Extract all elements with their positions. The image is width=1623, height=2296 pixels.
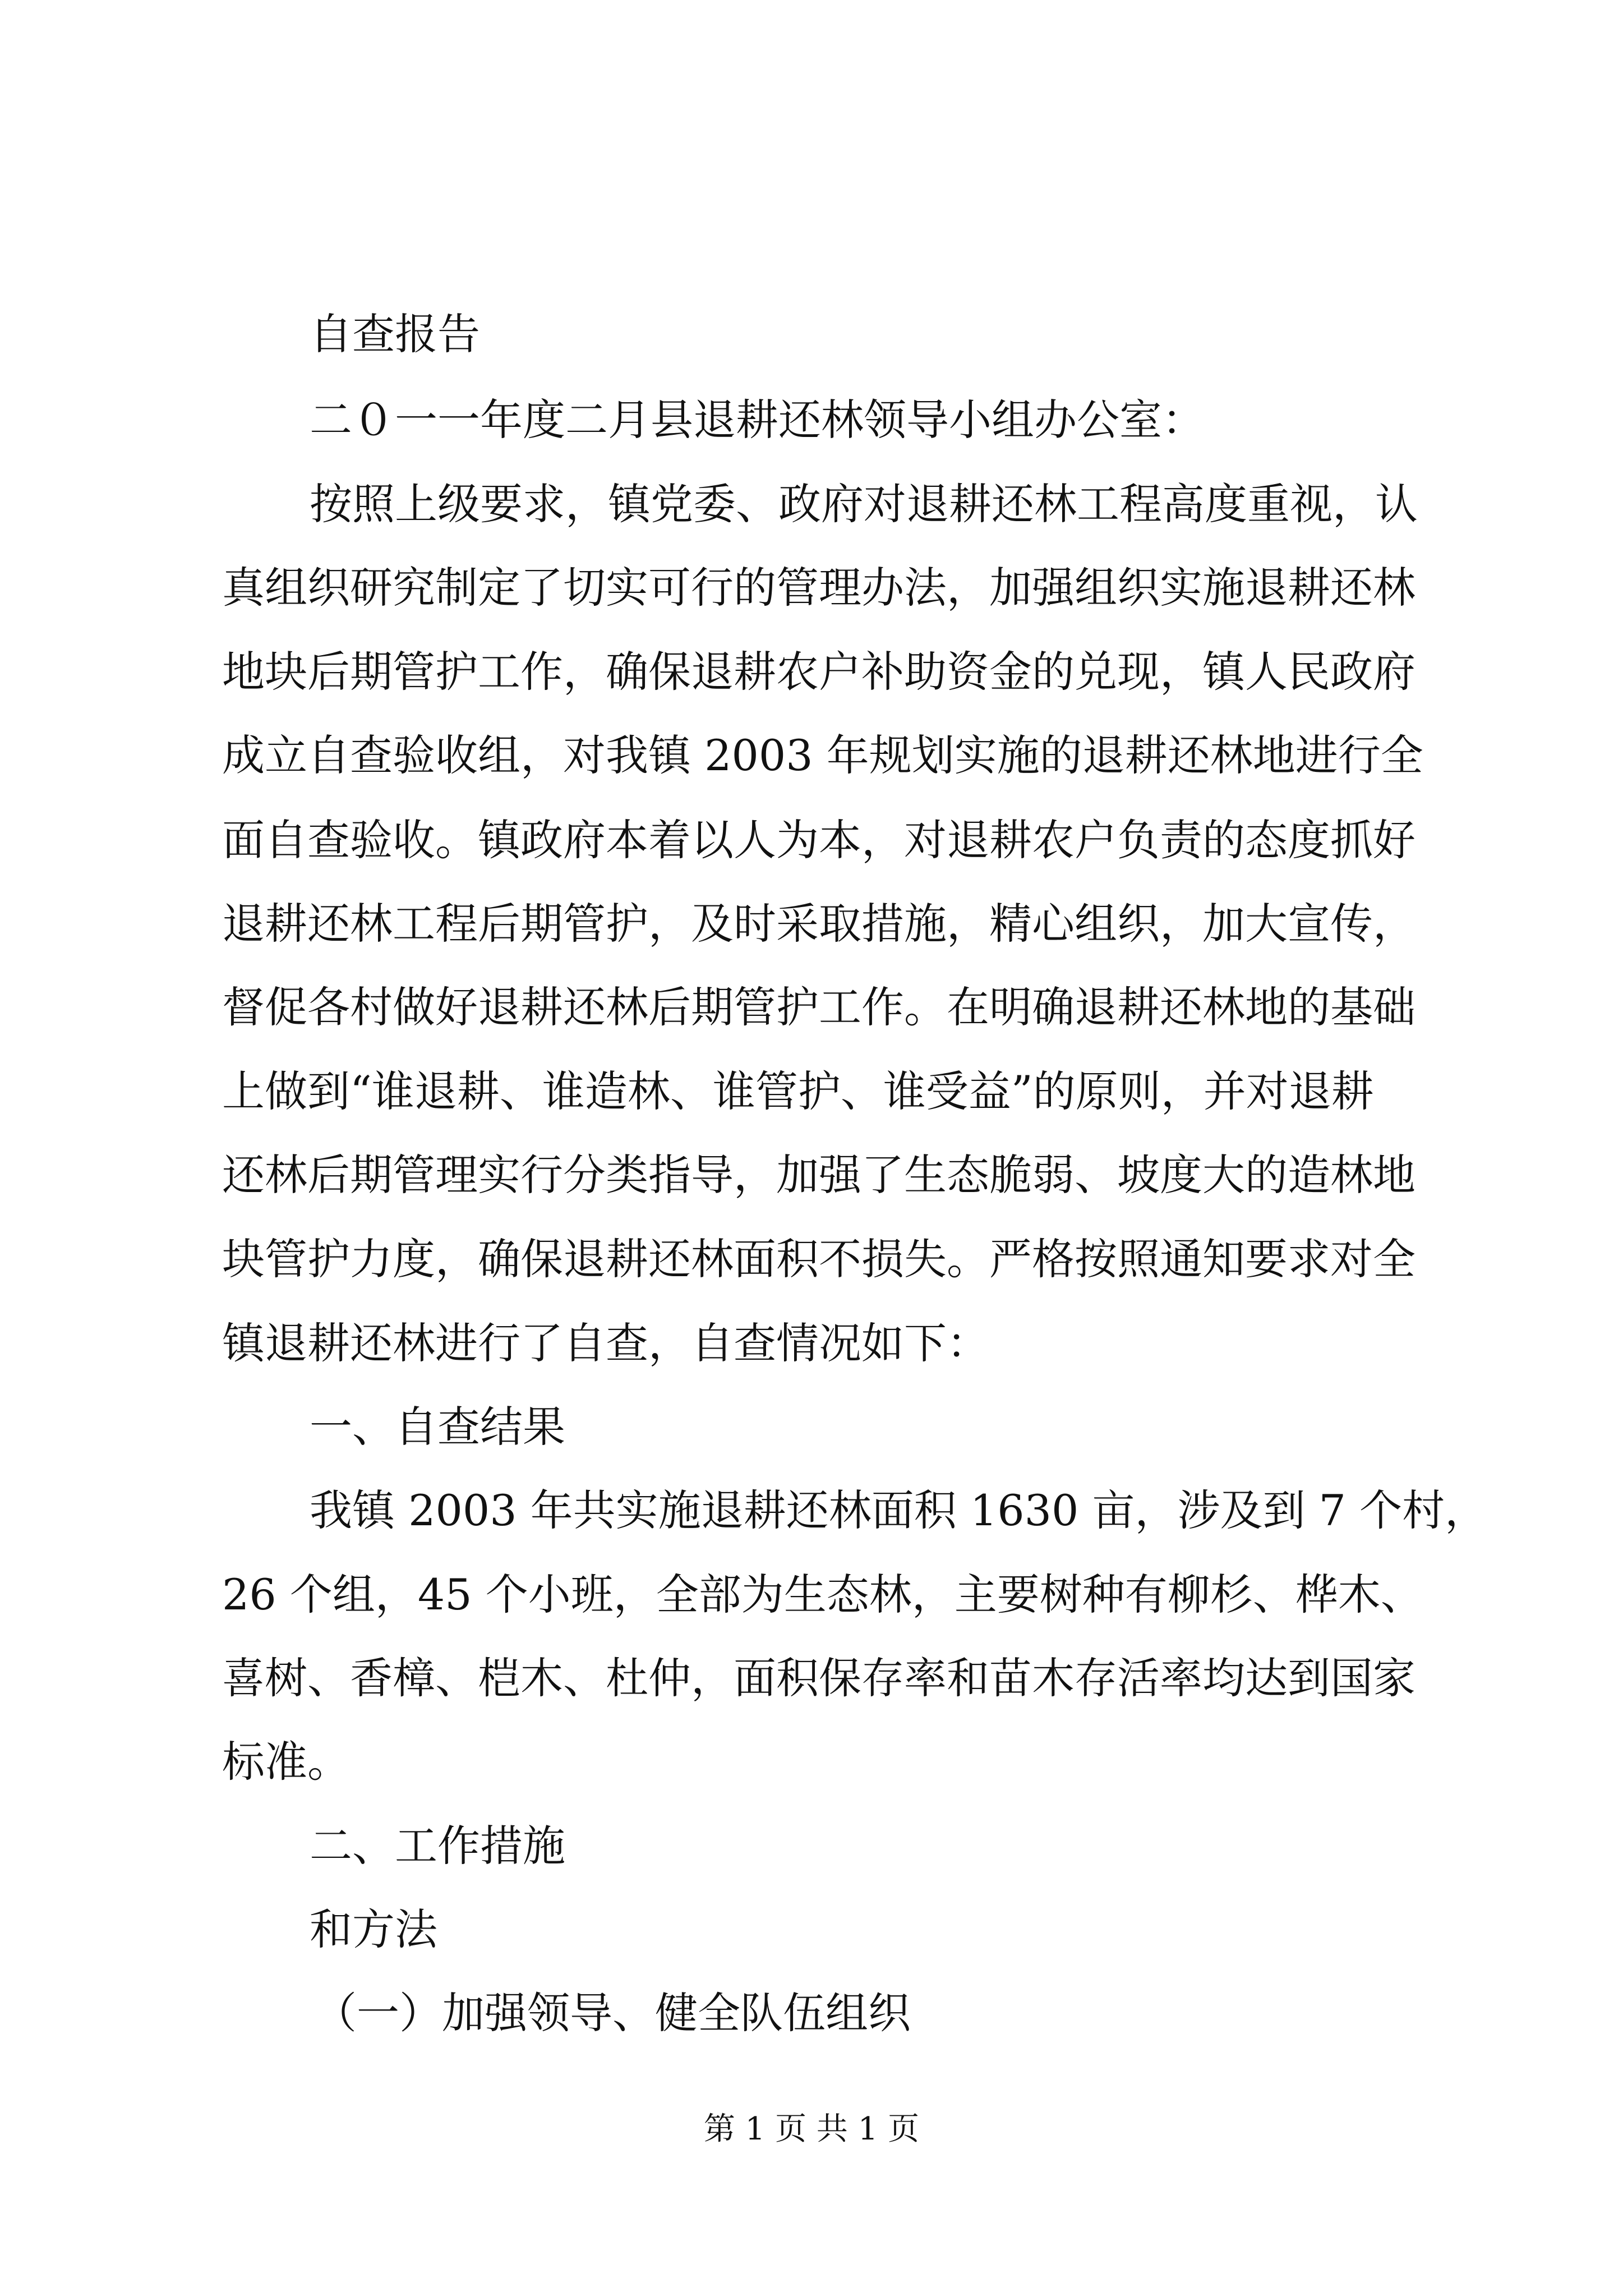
body-line: 真组织研究制定了切实可行的管理办法，加强组织实施退耕还林 xyxy=(222,563,1415,613)
section-line: 我镇 2003 年共实施退耕还林面积 1630 亩，涉及到 7 个村， xyxy=(310,1485,1488,1535)
body-line: 上做到“谁退耕、谁造林、谁管护、谁受益”的原则，并对退耕 xyxy=(222,1066,1374,1116)
document-title: 自查报告 xyxy=(310,309,480,359)
section-line: 标准。 xyxy=(222,1737,350,1787)
section-heading: 一、自查结果 xyxy=(310,1402,565,1452)
section-continuation: 和方法 xyxy=(310,1904,437,1954)
body-line: 面自查验收。镇政府本着以人为本，对退耕农户负责的态度抓好 xyxy=(222,815,1415,865)
body-line: 成立自查验收组，对我镇 2003 年规划实施的退耕还林地进行全 xyxy=(222,730,1423,780)
body-line: 督促各村做好退耕还林后期管护工作。在明确退耕还林地的基础 xyxy=(222,982,1415,1032)
addressee: 二０一一年度二月县退耕还林领导小组办公室： xyxy=(310,395,1205,445)
body-line: 地块后期管护工作，确保退耕农户补助资金的兑现，镇人民政府 xyxy=(222,647,1415,697)
body-line: 按照上级要求，镇党委、政府对退耕还林工程高度重视，认 xyxy=(310,479,1418,529)
body-line: 块管护力度，确保退耕还林面积不损失。严格按照通知要求对全 xyxy=(222,1234,1415,1284)
section-line: 喜树、香樟、桤木、杜仲，面积保存率和苗木存活率均达到国家 xyxy=(222,1653,1415,1703)
section-line: 26 个组，45 个小班，全部为生态林，主要树种有柳杉、桦木、 xyxy=(222,1570,1423,1619)
page-footer: 第 1 页 共 1 页 xyxy=(703,2111,920,2147)
section-heading: 二、工作措施 xyxy=(310,1821,565,1871)
body-line: 退耕还林工程后期管护，及时采取措施，精心组织，加大宣传， xyxy=(222,899,1415,949)
body-line: 镇退耕还林进行了自查，自查情况如下： xyxy=(222,1318,989,1368)
subsection-heading: （一）加强领导、健全队伍组织 xyxy=(314,1988,911,2038)
body-line: 还林后期管理实行分类指导，加强了生态脆弱、坡度大的造林地 xyxy=(222,1150,1415,1200)
